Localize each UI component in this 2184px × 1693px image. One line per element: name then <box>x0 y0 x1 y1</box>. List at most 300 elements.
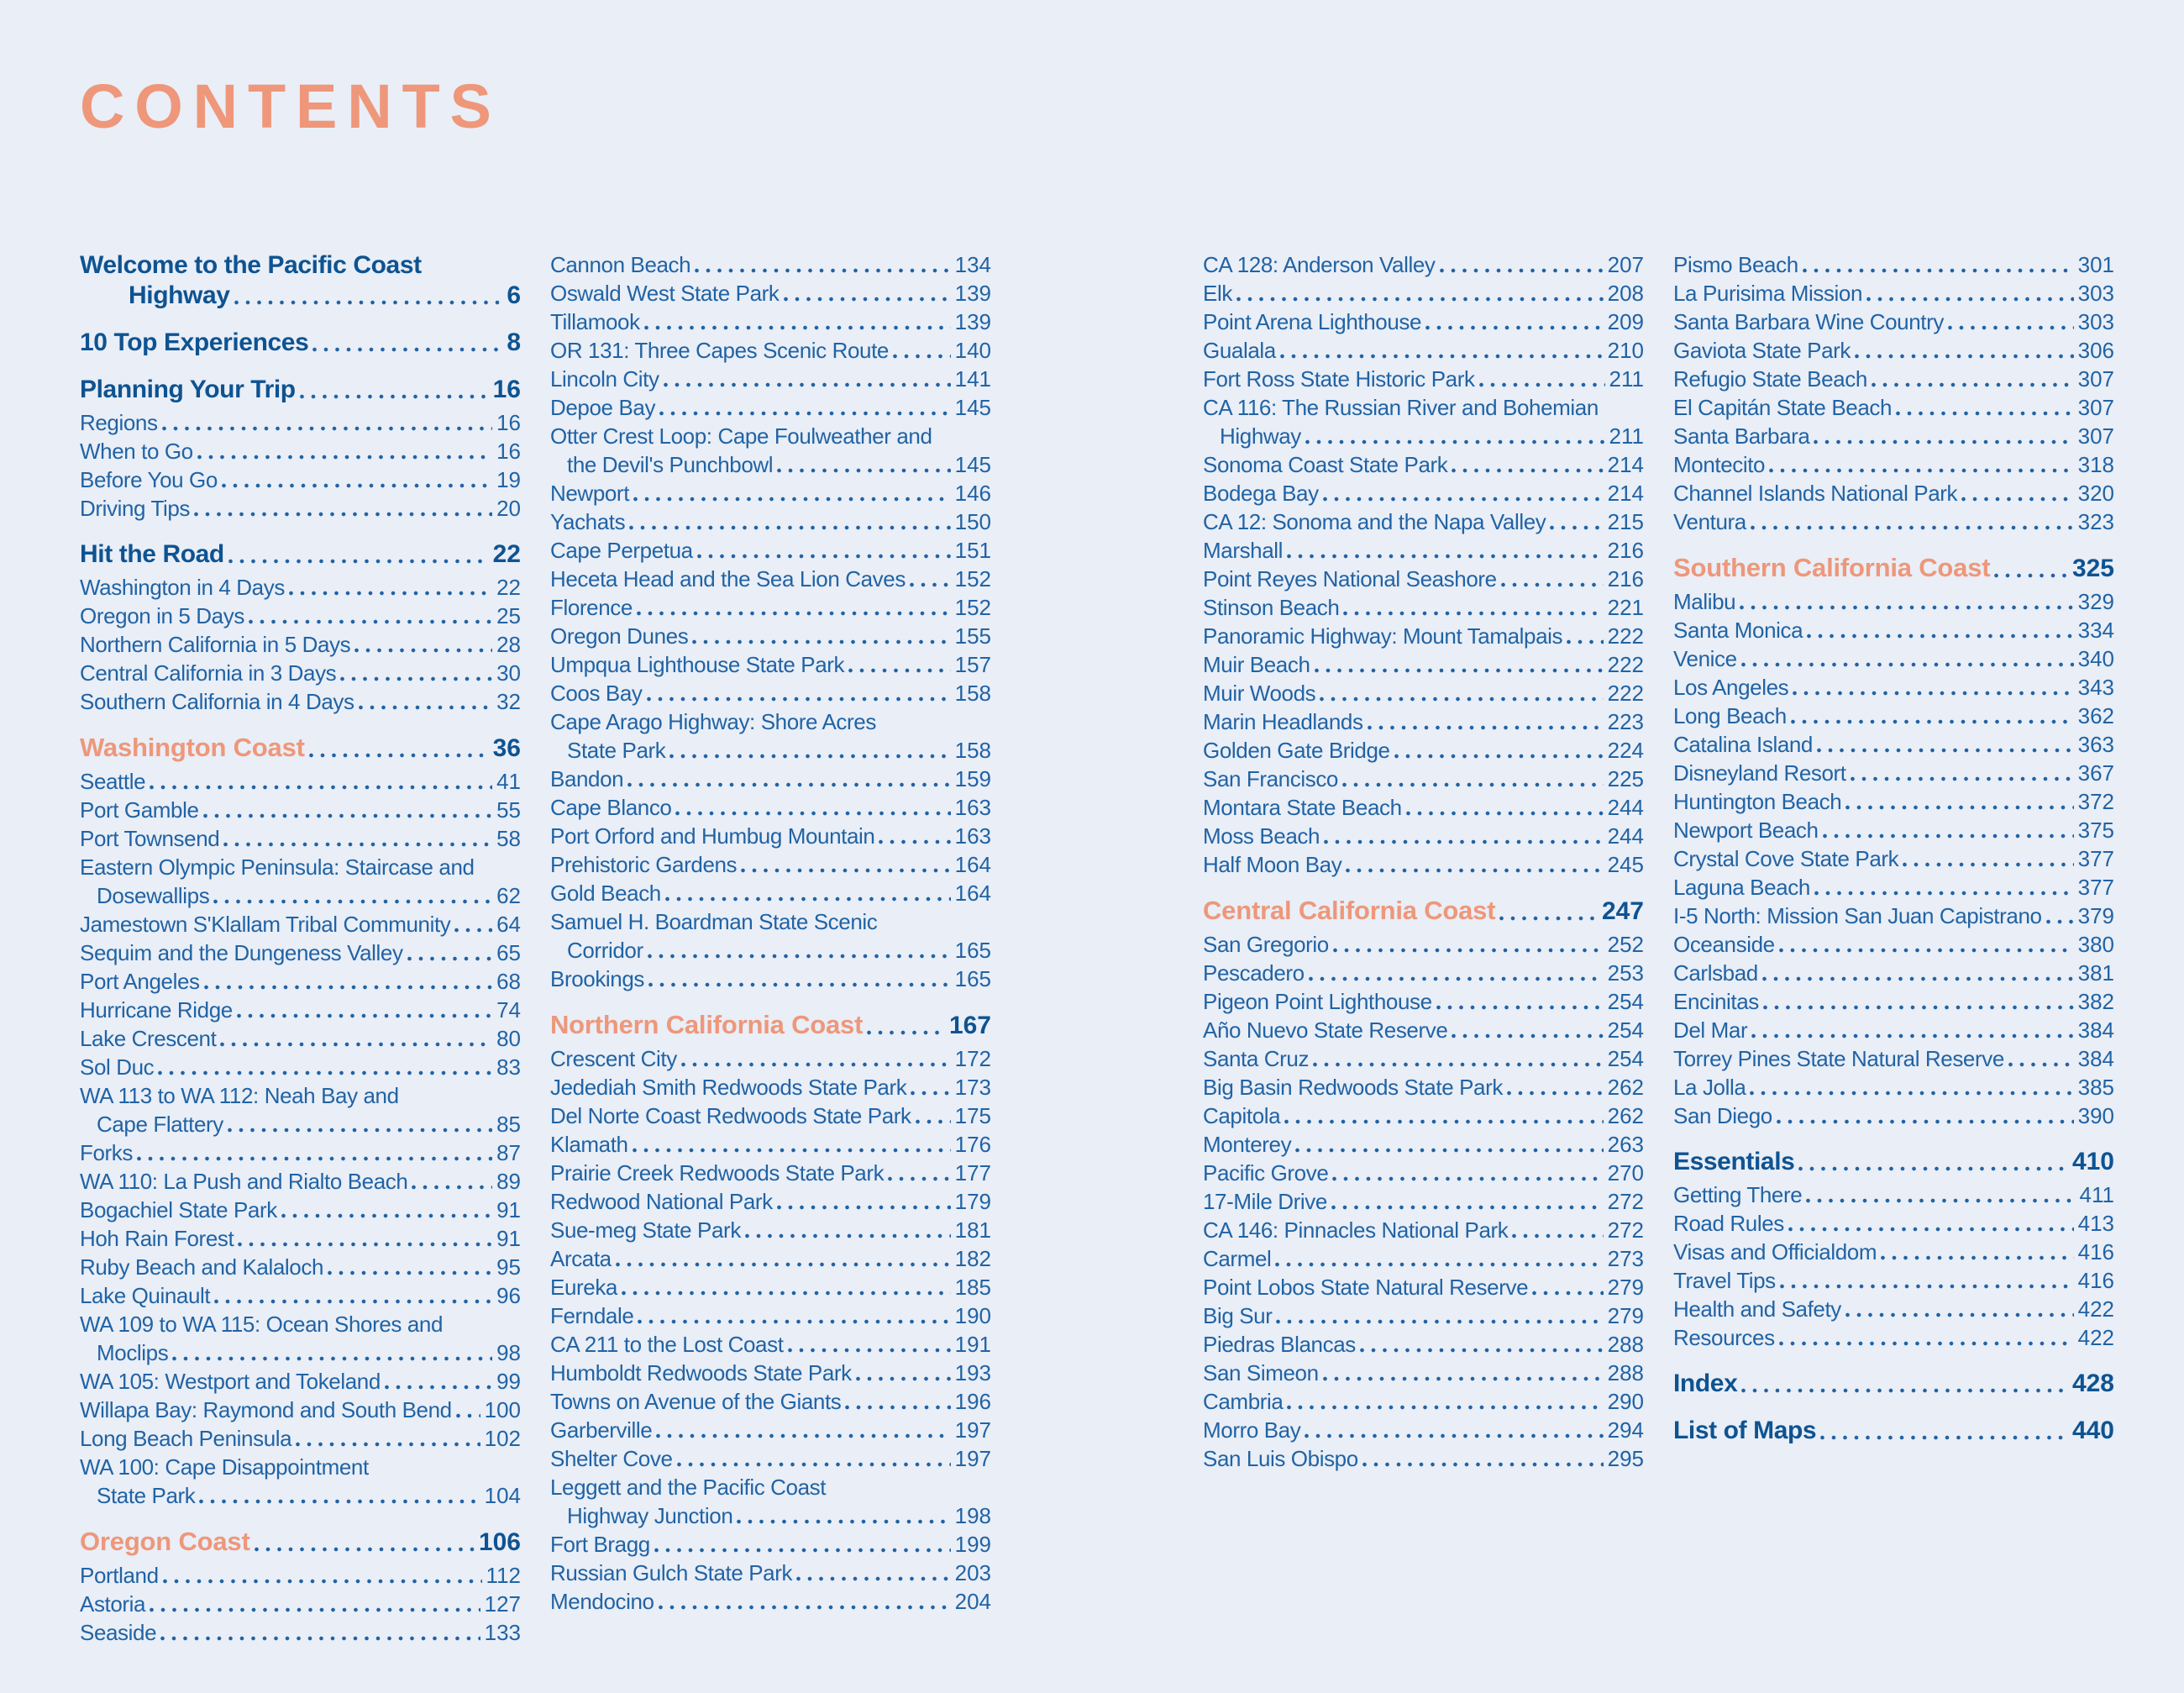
toc-row <box>1203 1102 1644 1130</box>
entry-label: CA 12: Sonoma and the Napa Valley <box>1203 509 1546 534</box>
page-number: 211 <box>1609 366 1644 392</box>
toc-entry <box>1673 1238 2114 1266</box>
toc-row <box>80 687 521 716</box>
dot-leader <box>677 1462 951 1467</box>
toc-entry <box>1203 622 1644 650</box>
entry-label: Los Angeles <box>1673 675 1789 700</box>
toc-row <box>1203 1387 1644 1416</box>
toc-row <box>1203 850 1644 879</box>
toc-row <box>1673 250 2114 279</box>
page-number: 173 <box>954 1075 991 1100</box>
toc-entry <box>1203 308 1644 336</box>
toc-row <box>1673 873 2114 902</box>
toc-entry <box>1203 250 1644 279</box>
toc-row <box>1673 393 2114 422</box>
dot-leader <box>1741 1388 2068 1393</box>
page-number: 55 <box>496 797 521 823</box>
toc-row <box>550 822 991 850</box>
page-number: 440 <box>2071 1417 2114 1444</box>
toc-row <box>550 279 991 308</box>
entry-label: Half Moon Bay <box>1203 852 1342 877</box>
dot-leader <box>1769 468 2073 473</box>
toc-row <box>1203 336 1644 365</box>
page-number: 222 <box>1607 623 1644 649</box>
page-number: 428 <box>2071 1370 2114 1397</box>
dot-leader <box>1284 1119 1603 1124</box>
dot-leader <box>150 1607 480 1612</box>
page-number: 98 <box>496 1340 521 1365</box>
toc-chapter <box>1673 1369 2114 1399</box>
toc-entry <box>80 1561 521 1590</box>
page-number: 362 <box>2077 703 2114 728</box>
toc-entry <box>1203 822 1644 850</box>
entry-label: Oregon Coast <box>80 1527 250 1556</box>
page-number: 272 <box>1607 1217 1644 1243</box>
toc-row <box>1673 479 2114 507</box>
page-number: 222 <box>1607 681 1644 706</box>
entry-label: Sol Duc <box>80 1054 155 1080</box>
page-number: 22 <box>496 575 521 600</box>
toc-entry <box>1673 1180 2114 1209</box>
dot-leader <box>656 1433 950 1438</box>
page-number: 307 <box>2077 395 2114 420</box>
entry-label: Refugio State Beach <box>1673 366 1867 392</box>
toc-entry <box>80 437 521 465</box>
toc-row <box>1673 1016 2114 1044</box>
entry-label: Depoe Bay <box>550 395 656 420</box>
entry-label: Newport Beach <box>1673 818 1819 843</box>
toc-entry <box>550 365 991 393</box>
page-number: 372 <box>2077 789 2114 814</box>
entry-label: San Simeon <box>1203 1360 1319 1385</box>
dot-leader <box>647 697 951 702</box>
toc-entry <box>80 996 521 1024</box>
dot-leader <box>172 1356 492 1361</box>
toc-row <box>80 1281 521 1310</box>
dot-leader <box>911 1091 950 1096</box>
dot-leader <box>1512 1233 1603 1238</box>
toc-row <box>80 910 521 939</box>
entry-label: Klamath <box>550 1132 628 1157</box>
dot-leader <box>1309 976 1604 981</box>
entry-label-runover: Highway Junction <box>567 1503 733 1528</box>
toc-entry <box>1203 507 1644 536</box>
dot-leader <box>745 1233 951 1238</box>
dot-leader <box>203 813 493 818</box>
toc-entry <box>80 1224 521 1253</box>
toc-column-1 <box>80 250 521 1647</box>
entry-label: Santa Barbara <box>1673 423 1810 449</box>
page-number: 224 <box>1607 738 1644 763</box>
dot-leader <box>220 1042 492 1047</box>
toc-row <box>1673 1238 2114 1266</box>
toc-entry <box>550 679 991 707</box>
dot-leader <box>1948 325 2074 330</box>
dot-leader <box>1320 697 1603 702</box>
toc-entry <box>550 593 991 622</box>
entry-label: Seaside <box>80 1620 157 1645</box>
dot-leader <box>867 1030 945 1035</box>
entry-label-runover: the Devil's Punchbowl <box>567 452 774 477</box>
entry-label: Humboldt Redwoods State Park <box>550 1360 852 1385</box>
dot-leader <box>1440 268 1604 273</box>
dot-leader <box>1845 1312 2074 1317</box>
entry-label: Portland <box>80 1563 159 1588</box>
toc-entry <box>1673 365 2114 393</box>
toc-entry <box>1673 1102 2114 1130</box>
page-number: 318 <box>2077 452 2114 477</box>
entry-label: Welcome to the Pacific Coast <box>80 251 422 279</box>
entry-label: Big Basin Redwoods State Park <box>1203 1075 1503 1100</box>
toc-entry <box>550 1273 991 1301</box>
toc-row <box>1673 587 2114 616</box>
entry-label: WA 113 to WA 112: Neah Bay and <box>80 1083 399 1108</box>
toc-entry <box>80 1590 521 1618</box>
page-number: 74 <box>496 997 521 1023</box>
dot-leader <box>1346 868 1603 873</box>
dot-leader <box>1305 439 1605 444</box>
toc-entry <box>1673 1295 2114 1323</box>
toc-row <box>1203 1273 1644 1301</box>
toc-entry <box>1203 393 1644 450</box>
toc-entry <box>550 279 991 308</box>
page-number: 16 <box>492 376 521 403</box>
toc-entry <box>1673 987 2114 1016</box>
toc-row <box>1203 507 1644 536</box>
dot-leader <box>1881 1255 2074 1260</box>
toc-entry <box>1673 1073 2114 1102</box>
toc-entry <box>550 565 991 593</box>
dot-leader <box>228 559 489 564</box>
toc-row <box>1673 644 2114 673</box>
toc-row <box>550 536 991 565</box>
dot-leader <box>1814 439 2073 444</box>
page-number: 377 <box>2077 875 2114 900</box>
toc-entry <box>1203 279 1644 308</box>
toc-entry <box>550 1359 991 1387</box>
toc-entry <box>80 1453 521 1510</box>
toc-entry <box>550 707 991 765</box>
entry-label: Lake Crescent <box>80 1026 217 1051</box>
dot-leader <box>1342 782 1604 787</box>
toc-section <box>80 1527 521 1558</box>
entry-label: Hurricane Ridge <box>80 997 233 1023</box>
page-number: 422 <box>2077 1296 2114 1322</box>
toc-row <box>1203 650 1644 679</box>
dot-leader <box>1425 325 1604 330</box>
toc-entry <box>1203 593 1644 622</box>
entry-label: Big Sur <box>1203 1303 1273 1328</box>
entry-label: Bandon <box>550 766 624 791</box>
toc-row <box>550 1102 991 1130</box>
entry-label: Brookings <box>550 966 645 991</box>
toc-row <box>550 1444 991 1473</box>
dot-leader <box>1295 1148 1603 1153</box>
entry-label: OR 131: Three Capes Scenic Route <box>550 338 889 363</box>
toc-row <box>80 733 521 764</box>
toc-section <box>1673 553 2114 584</box>
toc-entry <box>1673 1209 2114 1238</box>
dot-leader <box>222 483 492 488</box>
dot-leader <box>1845 805 2073 810</box>
entry-label: Before You Go <box>80 467 218 492</box>
page-number: 221 <box>1607 595 1644 620</box>
toc-row <box>1203 1216 1644 1244</box>
entry-label: Regions <box>80 410 158 435</box>
dot-leader <box>1499 916 1598 921</box>
toc-entry <box>550 1102 991 1130</box>
entry-label: Moss Beach <box>1203 823 1320 849</box>
dot-leader <box>137 1156 492 1161</box>
entry-label: San Diego <box>1673 1103 1772 1128</box>
toc-entry <box>1203 336 1644 365</box>
toc-row <box>1673 336 2114 365</box>
page-number: 89 <box>496 1169 521 1194</box>
page-number: 96 <box>496 1283 521 1308</box>
toc-row <box>80 659 521 687</box>
toc-entry <box>80 408 521 437</box>
page-number: 325 <box>2071 555 2114 582</box>
entry-label: Ruby Beach and Kalaloch <box>80 1254 324 1280</box>
toc-row <box>550 1187 991 1216</box>
entry-label: Fort Bragg <box>550 1532 650 1557</box>
toc-row <box>1203 1073 1644 1102</box>
toc-row <box>550 736 991 765</box>
toc-entry <box>1203 1244 1644 1273</box>
entry-label: Central California in 3 Days <box>80 660 337 686</box>
entry-label: Umpqua Lighthouse State Park <box>550 652 845 677</box>
toc-row <box>550 1216 991 1244</box>
toc-row <box>80 573 521 602</box>
toc-chapter <box>1673 1147 2114 1177</box>
toc-row <box>550 1159 991 1187</box>
entry-label: Gualala <box>1203 338 1276 363</box>
dot-leader <box>644 325 951 330</box>
toc-row <box>80 1527 521 1558</box>
entry-label: List of Maps <box>1673 1417 1817 1444</box>
dot-leader <box>309 753 489 758</box>
dot-leader <box>359 705 493 710</box>
toc-row <box>1673 507 2114 536</box>
dot-leader <box>910 582 951 587</box>
toc-entry <box>550 965 991 993</box>
entry-label: Port Orford and Humbug Mountain <box>550 823 875 849</box>
page-number: 65 <box>496 940 521 965</box>
toc-row <box>550 622 991 650</box>
page-number: 134 <box>954 252 991 277</box>
toc-row <box>1203 765 1644 793</box>
toc-row <box>1203 1330 1644 1359</box>
dot-leader <box>1452 468 1603 473</box>
dot-leader <box>1287 554 1604 559</box>
toc-row <box>80 1253 521 1281</box>
entry-label: Long Beach Peninsula <box>80 1426 292 1451</box>
toc-row <box>80 465 521 494</box>
toc-entry <box>1203 1016 1644 1044</box>
entry-label: Cannon Beach <box>550 252 691 277</box>
page-number: 203 <box>954 1560 991 1585</box>
toc-entry <box>550 622 991 650</box>
entry-label: Monterey <box>1203 1132 1292 1157</box>
page-number: 254 <box>1607 989 1644 1014</box>
toc-entry <box>550 1244 991 1273</box>
dot-leader <box>777 1205 951 1210</box>
toc-row <box>80 630 521 659</box>
toc-entry <box>80 1196 521 1224</box>
dot-leader <box>1851 776 2074 781</box>
toc-row <box>550 679 991 707</box>
entry-label: Washington in 4 Days <box>80 575 285 600</box>
entry-label: WA 110: La Push and Rialto Beach <box>80 1169 408 1194</box>
toc-row <box>80 824 521 853</box>
toc-row <box>1673 1323 2114 1352</box>
dot-leader <box>1872 382 2074 387</box>
dot-leader <box>1323 1376 1604 1381</box>
page-number: 106 <box>478 1528 521 1556</box>
dot-leader <box>1332 1176 1603 1181</box>
page-number: 133 <box>484 1620 521 1645</box>
toc-columns <box>80 250 2114 1647</box>
dot-leader <box>1362 1462 1604 1467</box>
toc-row <box>550 450 991 479</box>
toc-row <box>1203 565 1644 593</box>
page-number: 157 <box>954 652 991 677</box>
entry-label: San Francisco <box>1203 766 1338 791</box>
dot-leader <box>454 928 492 933</box>
dot-leader <box>1343 611 1603 616</box>
entry-label: Pacific Grove <box>1203 1160 1329 1186</box>
toc-row <box>1673 673 2114 702</box>
dot-leader <box>1866 297 2074 302</box>
entry-label-runover: Corridor <box>567 938 643 963</box>
toc-entry <box>550 1473 991 1530</box>
dot-leader <box>289 591 492 596</box>
page-number: 363 <box>2077 732 2114 757</box>
entry-label: Cape Arago Highway: Shore Acres <box>550 709 876 734</box>
entry-label: Prairie Creek Redwoods State Park <box>550 1160 885 1186</box>
toc-entry <box>1203 479 1644 507</box>
dot-leader <box>1236 297 1604 302</box>
entry-label: Laguna Beach <box>1673 875 1810 900</box>
page-number: 197 <box>954 1417 991 1443</box>
page-number: 80 <box>496 1026 521 1051</box>
entry-label: Lincoln City <box>550 366 659 392</box>
dot-leader <box>1501 582 1604 587</box>
toc-row <box>550 650 991 679</box>
toc-entry <box>1203 679 1644 707</box>
toc-entry <box>1673 616 2114 644</box>
toc-row <box>80 939 521 967</box>
dot-leader <box>675 811 950 816</box>
toc-entry <box>550 850 991 879</box>
toc-row <box>80 437 521 465</box>
dot-leader <box>213 899 492 904</box>
toc-row <box>1203 793 1644 822</box>
toc-entry <box>80 1367 521 1396</box>
page-number: 279 <box>1607 1275 1644 1300</box>
toc-entry <box>550 1044 991 1073</box>
toc-row <box>1673 987 2114 1016</box>
entry-label: Heceta Head and the Sea Lion Caves <box>550 566 906 591</box>
entry-label: I-5 North: Mission San Juan Capistrano <box>1673 903 2042 928</box>
entry-label: Morro Bay <box>1203 1417 1301 1443</box>
dot-leader <box>1750 1091 2073 1096</box>
entry-label: Northern California Coast <box>550 1010 864 1039</box>
entry-label: Sonoma Coast State Park <box>1203 452 1448 477</box>
toc-entry <box>550 1073 991 1102</box>
entry-label: Coos Bay <box>550 681 643 706</box>
page-number: 64 <box>496 912 521 937</box>
page-number: 99 <box>496 1369 521 1394</box>
dot-leader <box>150 785 492 790</box>
toc-entry <box>550 765 991 793</box>
dot-leader <box>1275 1262 1603 1267</box>
page-number: 28 <box>496 632 521 657</box>
entry-label: Getting There <box>1673 1182 1803 1207</box>
entry-label: Gaviota State Park <box>1673 338 1851 363</box>
dot-leader <box>1751 525 2074 530</box>
toc-entry <box>1203 1187 1644 1216</box>
page-number: 141 <box>954 366 991 392</box>
toc-entry <box>1673 702 2114 730</box>
toc-entry <box>80 1424 521 1453</box>
entry-label: WA 105: Westport and Tokeland <box>80 1369 381 1394</box>
toc-entry <box>80 494 521 523</box>
toc-row <box>1673 1266 2114 1295</box>
page-number: 152 <box>954 595 991 620</box>
entry-label: Bodega Bay <box>1203 481 1319 506</box>
page-number: 413 <box>2077 1211 2114 1236</box>
toc-row <box>1673 902 2114 930</box>
dot-leader <box>1961 497 2073 502</box>
entry-label: Forks <box>80 1140 134 1165</box>
dot-leader <box>1479 382 1605 387</box>
page-number: 295 <box>1607 1446 1644 1471</box>
toc-row <box>1673 450 2114 479</box>
page-number: 379 <box>2077 903 2114 928</box>
toc-entry <box>1203 1301 1644 1330</box>
dot-leader <box>1798 1166 2068 1171</box>
toc-row <box>80 1138 521 1167</box>
dot-leader <box>249 619 492 624</box>
page-number: 151 <box>954 538 991 563</box>
entry-label: Eureka <box>550 1275 617 1300</box>
entry-label: Golden Gate Bridge <box>1203 738 1390 763</box>
page-number: 222 <box>1607 652 1644 677</box>
toc-row <box>80 967 521 996</box>
toc-row <box>1203 1016 1644 1044</box>
page-number: 176 <box>954 1132 991 1157</box>
toc-entry <box>1203 1159 1644 1187</box>
dot-leader <box>659 411 951 416</box>
toc-entry <box>80 967 521 996</box>
entry-label: Encinitas <box>1673 989 1759 1014</box>
toc-row <box>1673 1295 2114 1323</box>
dot-leader <box>1855 354 2074 359</box>
toc-entry <box>550 1530 991 1559</box>
page-number: 16 <box>496 410 521 435</box>
toc-entry <box>1203 930 1644 959</box>
entry-label: Port Angeles <box>80 969 200 994</box>
page-number: 411 <box>2079 1182 2114 1207</box>
entry-label: Crescent City <box>550 1046 677 1071</box>
page-number: 244 <box>1607 823 1644 849</box>
toc-entry <box>1673 844 2114 873</box>
entry-label: Point Lobos State Natural Reserve <box>1203 1275 1529 1300</box>
page-number: 83 <box>496 1054 521 1080</box>
entry-label: Port Townsend <box>80 826 220 851</box>
toc-row <box>550 479 991 507</box>
